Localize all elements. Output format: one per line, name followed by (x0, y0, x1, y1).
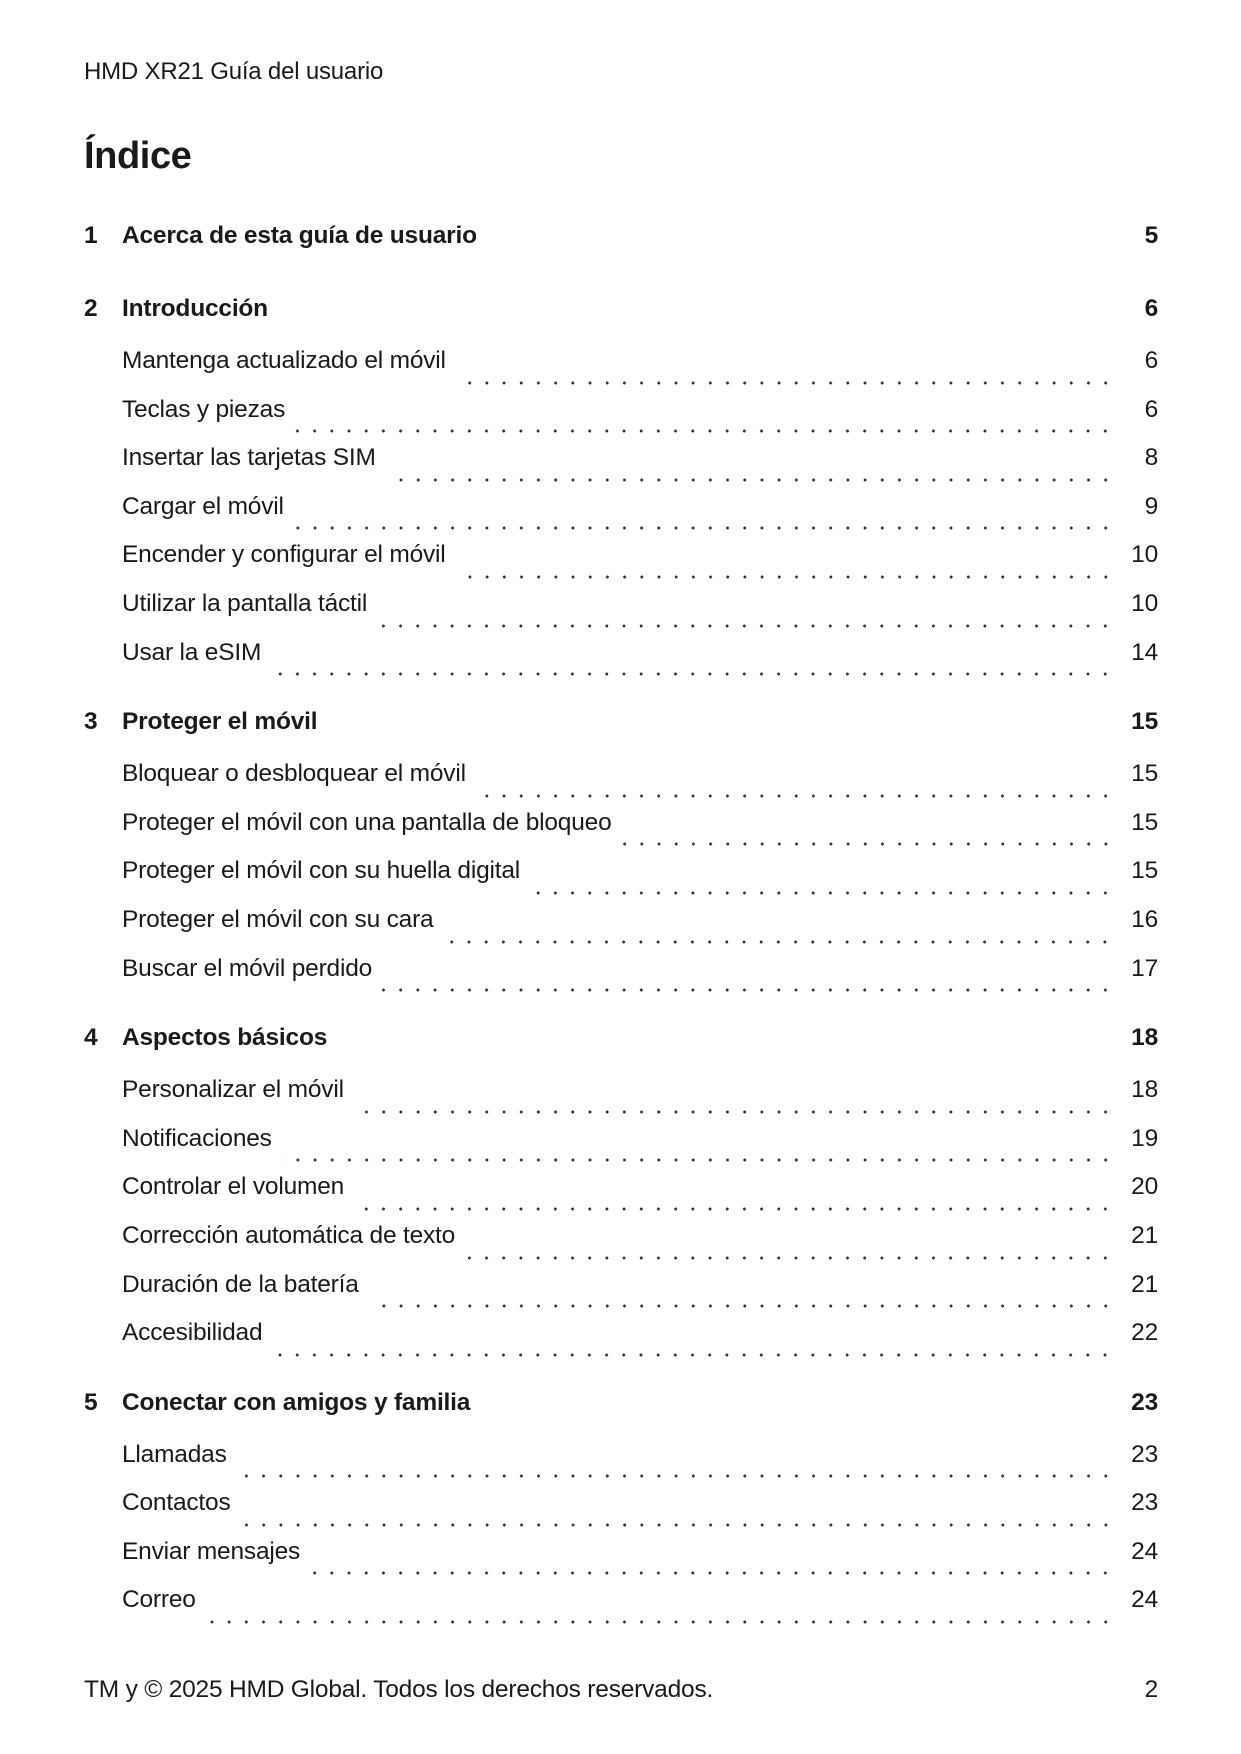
toc-chapter-title: Proteger el móvil (122, 708, 318, 736)
toc-dot-leader (382, 983, 1114, 997)
toc-dot-leader (354, 1202, 1114, 1216)
toc-chapter-title: Conectar con amigos y familia (122, 1388, 471, 1416)
toc-entry[interactable] (84, 541, 1158, 590)
toc-entry-page: 18 (1131, 1076, 1158, 1104)
toc-entry[interactable] (84, 444, 1158, 493)
toc-dot-leader (377, 619, 1114, 633)
toc-entry-title: Proteger el móvil con su cara (122, 905, 434, 933)
toc-entry-title: Llamadas (122, 1440, 227, 1468)
toc-entry-title: Notificaciones (122, 1124, 272, 1152)
document-footer (84, 1676, 1158, 1704)
toc-chapter-page: 5 (1144, 222, 1158, 249)
toc-chapter-heading[interactable] (84, 295, 1158, 347)
toc-dot-leader (282, 1153, 1114, 1167)
toc-entry-title: Duración de la batería (122, 1270, 359, 1298)
toc-dot-leader (295, 424, 1114, 438)
toc-entry-page: 22 (1131, 1319, 1158, 1347)
toc-chapter-number: 4 (84, 1024, 98, 1052)
toc-entry[interactable] (84, 639, 1158, 688)
toc-entry[interactable] (84, 809, 1158, 858)
toc-entry[interactable] (84, 906, 1158, 955)
toc-dot-leader (241, 1518, 1114, 1532)
toc-dot-leader (272, 1348, 1114, 1362)
toc-dot-leader (443, 935, 1114, 949)
toc-entry[interactable] (84, 1076, 1158, 1125)
toc-entry[interactable] (84, 1538, 1158, 1587)
toc-chapter-title: Aspectos básicos (122, 1024, 328, 1052)
toc-chapter-heading[interactable] (84, 222, 1158, 274)
toc-entry-title: Contactos (122, 1489, 231, 1517)
toc-entry[interactable] (84, 1173, 1158, 1222)
toc-entry[interactable] (84, 590, 1158, 639)
toc-chapter-title: Acerca de esta guía de usuario (122, 222, 477, 249)
toc-entry-title: Accesibilidad (122, 1319, 263, 1347)
toc-entry-page: 23 (1131, 1489, 1158, 1517)
toc-dot-leader (294, 521, 1114, 535)
toc-chapter-page: 23 (1131, 1388, 1158, 1416)
toc-entry[interactable] (84, 760, 1158, 809)
toc-entry-page: 6 (1144, 347, 1158, 374)
toc-chapter-number: 3 (84, 708, 98, 736)
toc-dot-leader (310, 1566, 1114, 1580)
toc-entry[interactable] (84, 396, 1158, 445)
page-title: Índice (84, 135, 192, 177)
toc-entry[interactable] (84, 1586, 1158, 1635)
toc-entry-page: 15 (1131, 760, 1158, 788)
toc-entry-title: Mantenga actualizado el móvil (122, 347, 446, 374)
toc-chapter-number: 1 (84, 222, 98, 249)
toc-section (84, 1024, 1158, 1368)
toc-entry[interactable] (84, 1319, 1158, 1368)
toc-entry[interactable] (84, 493, 1158, 542)
footer-copyright: TM y © 2025 HMD Global. Todos los derechos reservados. (84, 1676, 714, 1703)
toc-dot-leader (354, 1105, 1114, 1119)
toc-entry[interactable] (84, 955, 1158, 1004)
toc-dot-leader (622, 837, 1114, 851)
toc-entry-page: 9 (1144, 492, 1158, 520)
toc-entry-title: Corrección automática de texto (122, 1221, 456, 1249)
toc-dot-leader (530, 886, 1114, 900)
toc-entry[interactable] (84, 857, 1158, 906)
toc-entry-title: Buscar el móvil perdido (122, 954, 373, 982)
toc-dot-leader (369, 1299, 1114, 1313)
footer-page-number: 2 (1144, 1676, 1158, 1703)
toc-chapter-heading[interactable] (84, 1024, 1158, 1076)
toc-entry[interactable] (84, 1489, 1158, 1538)
toc-entry-title: Insertar las tarjetas SIM (122, 444, 376, 472)
toc-entry-title: Teclas y piezas (122, 395, 286, 423)
toc-entry-page: 23 (1131, 1440, 1158, 1468)
toc-chapter-number: 2 (84, 295, 98, 322)
toc-entry-page: 17 (1131, 954, 1158, 982)
toc-entry-title: Proteger el móvil con una pantalla de bloqueo (122, 808, 612, 836)
toc-entry-page: 14 (1131, 638, 1158, 666)
toc-entry-page: 10 (1131, 589, 1158, 617)
toc-entry-page: 16 (1131, 905, 1158, 933)
toc-entry[interactable] (84, 1125, 1158, 1174)
toc-section (84, 222, 1158, 274)
toc-entry-title: Usar la eSIM (122, 638, 262, 666)
toc-chapter-page: 6 (1144, 295, 1158, 322)
toc-entry-title: Bloquear o desbloquear el móvil (122, 760, 466, 788)
toc-entry[interactable] (84, 347, 1158, 396)
toc-chapter-title: Introducción (122, 295, 268, 322)
toc-entry-page: 15 (1131, 857, 1158, 885)
toc-section (84, 295, 1158, 687)
toc-entry-title: Encender y configurar el móvil (122, 541, 446, 569)
toc-dot-leader (271, 667, 1114, 681)
toc-dot-leader (476, 789, 1114, 803)
toc-entry-page: 15 (1131, 808, 1158, 836)
toc-section (84, 1389, 1158, 1635)
toc-dot-leader (386, 473, 1114, 487)
toc-entry-page: 20 (1131, 1173, 1158, 1201)
toc-entry-page: 10 (1131, 541, 1158, 569)
toc-chapter-heading[interactable] (84, 1389, 1158, 1441)
toc-dot-leader (206, 1615, 1114, 1629)
toc-entry[interactable] (84, 1271, 1158, 1320)
toc-chapter-number: 5 (84, 1388, 98, 1416)
toc-entry-title: Enviar mensajes (122, 1537, 301, 1565)
toc-entry-title: Personalizar el móvil (122, 1076, 344, 1104)
toc-entry-title: Cargar el móvil (122, 492, 284, 520)
toc-entry-page: 24 (1131, 1537, 1158, 1565)
toc-entry-page: 6 (1144, 395, 1158, 423)
toc-dot-leader (456, 376, 1114, 390)
document-header: HMD XR21 Guía del usuario (84, 58, 384, 85)
toc-chapter-heading[interactable] (84, 708, 1158, 760)
toc-section (84, 708, 1158, 1003)
toc-entry-page: 21 (1131, 1221, 1158, 1249)
toc-dot-leader (237, 1469, 1114, 1483)
table-of-contents (84, 222, 1158, 1656)
toc-chapter-page: 18 (1131, 1024, 1158, 1052)
toc-dot-leader (456, 570, 1114, 584)
toc-entry-title: Proteger el móvil con su huella digital (122, 857, 521, 885)
toc-entry-title: Utilizar la pantalla táctil (122, 589, 368, 617)
toc-entry-page: 19 (1131, 1124, 1158, 1152)
toc-chapter-page: 15 (1131, 708, 1158, 736)
toc-entry-page: 24 (1131, 1586, 1158, 1614)
toc-entry-title: Correo (122, 1586, 196, 1614)
toc-entry[interactable] (84, 1441, 1158, 1490)
toc-dot-leader (465, 1251, 1114, 1265)
toc-entry-page: 8 (1144, 444, 1158, 472)
toc-entry-page: 21 (1131, 1270, 1158, 1298)
toc-entry-title: Controlar el volumen (122, 1173, 345, 1201)
toc-entry[interactable] (84, 1222, 1158, 1271)
